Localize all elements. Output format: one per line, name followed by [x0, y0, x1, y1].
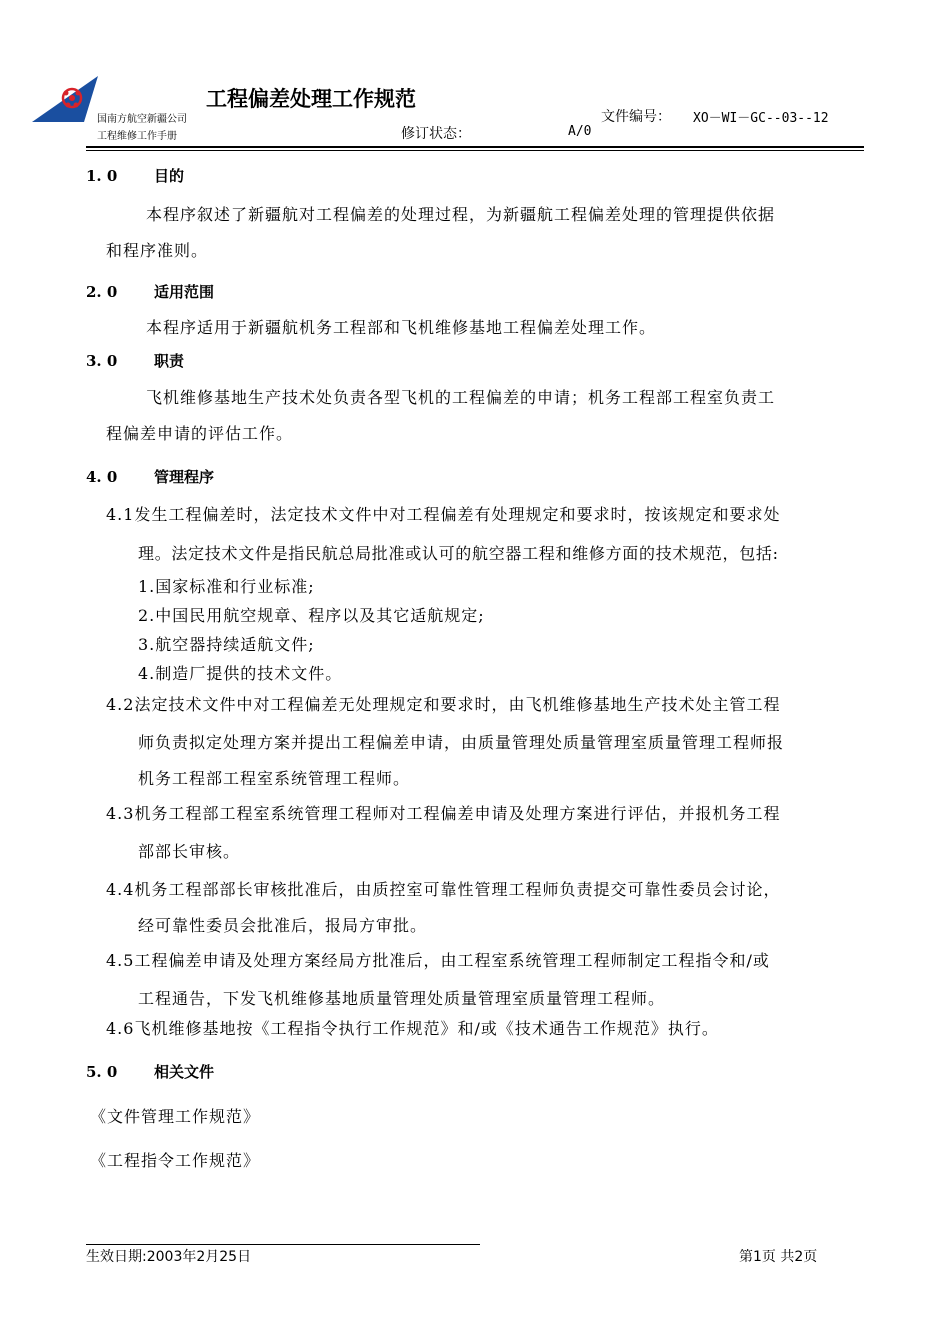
- manual-name: 工程维修工作手册: [97, 131, 177, 142]
- list-item: 4.制造厂提供的技术文件。: [138, 664, 343, 683]
- paragraph-line: 本程序叙述了新疆航对工程偏差的处理过程，为新疆航工程偏差处理的管理提供依据: [146, 205, 776, 224]
- section-heading: [86, 350, 184, 371]
- paragraph-line: 本程序适用于新疆航机务工程部和飞机维修基地工程偏差处理工作。: [146, 318, 657, 337]
- footer-rule: [86, 1244, 480, 1245]
- clause-line: 4.1发生工程偏差时，法定技术文件中对工程偏差有处理规定和要求时，按该规定和要求处: [106, 505, 781, 524]
- clause-line: 工程通告，下发飞机维修基地质量管理处质量管理室质量管理工程师。: [138, 989, 666, 1008]
- section-title: 职责: [154, 352, 185, 370]
- revision-label: 修订状态：: [401, 126, 471, 142]
- section-title: 相关文件: [154, 1063, 215, 1081]
- paragraph-line: 飞机维修基地生产技术处负责各型飞机的工程偏差的申请；机务工程部工程室负责工: [146, 388, 776, 407]
- clause-line: 部部长审核。: [138, 842, 241, 861]
- list-item: 2.中国民用航空规章、程序以及其它适航规定;: [138, 606, 485, 625]
- list-item: 3.航空器持续适航文件;: [138, 635, 315, 654]
- list-item: 1.国家标准和行业标准;: [138, 577, 315, 596]
- company-name: 国南方航空新疆公司: [97, 114, 187, 125]
- paragraph-line: 和程序准则。: [106, 241, 209, 260]
- doc-number-value: XO－WI－GC--03--12: [693, 111, 829, 126]
- section-title: 管理程序: [154, 468, 215, 486]
- revision-value: A/0: [568, 124, 592, 139]
- section-title: 目的: [154, 167, 185, 185]
- doc-number-label: 文件编号：: [601, 109, 671, 125]
- section-heading: [86, 466, 214, 487]
- related-document: 《文件管理工作规范》: [90, 1107, 261, 1126]
- section-number: 4. 0: [86, 468, 118, 486]
- header-rule-thick: [86, 146, 864, 148]
- section-title: 适用范围: [154, 283, 215, 301]
- section-number: 1. 0: [86, 167, 118, 185]
- clause-line: 师负责拟定处理方案并提出工程偏差申请，由质量管理处质量管理室质量管理工程师报: [138, 733, 785, 752]
- clause-line: 4.6飞机维修基地按《工程指令执行工作规范》和/或《技术通告工作规范》执行。: [106, 1019, 719, 1038]
- header-rule-thin: [86, 150, 864, 151]
- related-document: 《工程指令工作规范》: [90, 1151, 261, 1170]
- airline-logo-icon: [32, 74, 102, 124]
- clause-line: 4.5工程偏差申请及处理方案经局方批准后，由工程室系统管理工程师制定工程指令和/或: [106, 951, 770, 970]
- clause-line: 经可靠性委员会批准后，报局方审批。: [138, 916, 428, 935]
- section-heading: [86, 1061, 214, 1082]
- clause-line: 机务工程部工程室系统管理工程师。: [138, 769, 411, 788]
- clause-line: 理。法定技术文件是指民航总局批准或认可的航空器工程和维修方面的技术规范，包括:: [138, 544, 779, 563]
- clause-line: 4.2法定技术文件中对工程偏差无处理规定和要求时，由飞机维修基地生产技术处主管工程: [106, 695, 781, 714]
- logo: [32, 74, 102, 124]
- section-heading: [86, 165, 184, 186]
- section-number: 5. 0: [86, 1063, 118, 1081]
- page-info: 第1页 共2页: [739, 1249, 818, 1265]
- section-number: 2. 0: [86, 283, 118, 301]
- effective-date: 生效日期:2003年2月25日: [86, 1249, 252, 1265]
- paragraph-line: 程偏差申请的评估工作。: [106, 424, 294, 443]
- clause-line: 4.3机务工程部工程室系统管理工程师对工程偏差申请及处理方案进行评估，并报机务工程: [106, 804, 781, 823]
- clause-line: 4.4机务工程部部长审核批准后，由质控室可靠性管理工程师负责提交可靠性委员会讨论，: [106, 880, 781, 899]
- section-number: 3. 0: [86, 352, 118, 370]
- document-title: 工程偏差处理工作规范: [206, 87, 416, 111]
- section-heading: [86, 281, 214, 302]
